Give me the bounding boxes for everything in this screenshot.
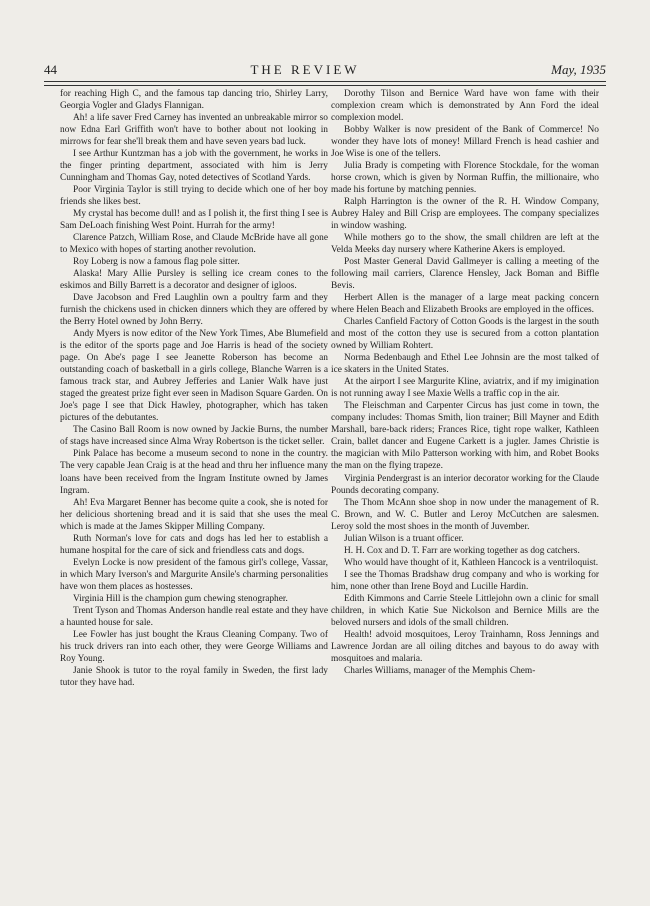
paragraph: Roy Loberg is now a famous flag pole sitter. — [73, 257, 240, 268]
paragraph: At the airport I see Margurite Kline, aviatrix, and if my imigination is not running away I see Maxie Wells a traffic cop in the air. — [331, 377, 599, 400]
paragraph: Julia Brady is competing with Florence Stockdale, for the woman horse crown, which is given by Norman Ruffin, the millionaire, who made his fortune by matching pennies. — [331, 161, 599, 196]
paragraph: I see the Thomas Bradshaw drug company and who is working for him, none other than Irene Boyd and Lucille Hardin. — [331, 569, 599, 592]
page-number: 44 — [44, 62, 57, 77]
paragraph: The Fleischman and Carpenter Circus has just come in town, the company includes: Thomas Smith, lion trainer; Bill Mayner and Edith Marshall, bare-back riders; Frances Rice, tight rope walker, Kathleen Crain, ballet dancer and Eugene Carkett is a jugler. James Christie is the magician with Milo Patterson working with him, and Robet Books the man on the flying trapeze. — [331, 401, 599, 472]
paragraph: The Casino Ball Room is now owned by Jackie Burns, the number of stags have increased since Alma Wray Robertson is the ticket seller. — [60, 425, 328, 448]
paragraph: Trent Tyson and Thomas Anderson handle real estate and they have a haunted house for sale. — [60, 605, 328, 628]
header-rule — [44, 81, 606, 86]
paragraph: I see Arthur Kuntzman has a job with the government, he works in the finger printing department, associated with him is Jerry Cunningham and Thomas Gay, noted detectives of Scotland Yards. — [60, 149, 328, 184]
paragraph: H. H. Cox and D. T. Farr are working together as dog catchers. — [344, 545, 580, 556]
paragraph: Pink Palace has become a museum second to none in the country. The very capable Jean Craig is at the head and thru her influence many loans have been received from the Ingram Institute owned by James Ingram. — [60, 449, 328, 496]
paragraph: Herbert Allen is the manager of a large meat packing concern where Helen Beach and Elizabeth Brooks are employed in the offices. — [331, 293, 599, 316]
paragraph: Charles Canfield Factory of Cotton Goods is the largest in the south and most of the cotton they use is secured from a cotton plantation owned by William Rohtert. — [331, 317, 599, 352]
page-header — [44, 60, 606, 78]
paragraph: Julian Wilson is a truant officer. — [344, 533, 464, 544]
paragraph: Ralph Harrington is the owner of the R. H. Window Company, Aubrey Haley and Bill Crisp are employees. The company specializes in window washing. — [331, 197, 599, 232]
paragraph: Charles Williams, manager of the Memphis Chem- — [344, 665, 536, 676]
magazine-title: THE REVIEW — [250, 62, 360, 77]
right-column — [331, 88, 599, 677]
paragraph: Health! advoid mosquitoes, Leroy Trainhamn, Ross Jennings and Lawrence Jordan are all oiling ditches and bayous to do away with mosquitoes and malaria. — [331, 629, 599, 664]
paragraph: While mothers go to the show, the small children are left at the Velda Meeks day nursery where Katherine Akers is employed. — [331, 233, 599, 256]
paragraph: My crystal has become dull! and as I polish it, the first thing I see is Sam DeLoach finishing West Point. Hurrah for the army! — [60, 209, 328, 232]
paragraph: The Thom McAnn shoe shop in now under the management of R. C. Brown, and W. C. Butler and Leroy McCutchen are salesmen. Leroy sold the most shoes in the month of Juvember. — [331, 497, 599, 532]
paragraph: Post Master General David Gallmeyer is calling a meeting of the following mail carriers, Clarence Hensley, Jack Boman and Biffle Bevis. — [331, 257, 599, 292]
paragraph: for reaching High C, and the famous tap dancing trio, Shirley Larry, Georgia Vogler and Gladys Flannigan. — [60, 89, 328, 112]
paragraph: Ah! Eva Margaret Benner has become quite a cook, she is noted for her delicious shortening bread and it is said that she uses the meal which is made at the James Skipper Milling Company. — [60, 497, 328, 532]
paragraph: Poor Virginia Taylor is still trying to decide which one of her boy friends she likes best. — [60, 185, 328, 208]
paragraph: Virginia Pendergrast is an interior decorator working for the Claude Pounds decorating company. — [331, 473, 599, 496]
paragraph: Janie Shook is tutor to the royal family in Sweden, the first lady tutor they have had. — [60, 665, 328, 688]
paragraph: Ruth Norman's love for cats and dogs has led her to establish a humane hospital for the care of sick and friendless cats and dogs. — [60, 533, 328, 556]
paragraph: Evelyn Locke is now president of the famous girl's college, Vassar, in which Mary Iverson's and Margurite Ansile's charming personalities have won them places as hostesses. — [60, 557, 328, 592]
issue-date: May, 1935 — [551, 62, 606, 77]
paragraph: Edith Kimmons and Carrie Steele Littlejohn own a clinic for small children, in which Katie Sue Nickolson and Bernice Mills are the beloved nursers and idols of the small children. — [331, 593, 599, 628]
paragraph: Andy Myers is now editor of the New York Times, Abe Blumefield is the editor of the sports page and Joe Harris is head of the society page. On Abe's page I see Jeanette Roberson has become an outstanding coach of basketball in a girls college, Blanche Warren is a famous track star, and Aubrey Jefferies and Lanier Walk have just staged the greatest prize fight ever seen in Madison Square Garden. On Joe's page I see that Dick Hawley, photographer, which has taken pictures of the debutantes. — [60, 329, 328, 424]
paragraph: Who would have thought of it, Kathleen Hancock is a ventriloquist. — [344, 557, 599, 568]
paragraph: Virginia Hill is the champion gum chewing stenographer. — [73, 593, 288, 604]
paragraph: Alaska! Mary Allie Pursley is selling ice cream cones to the eskimos and Billy Barrett is a decorator and designer of igloos. — [60, 269, 328, 292]
paragraph: Ah! a life saver Fred Carney has invented an unbreakable mirror so now Edna Earl Griffith won't have to bother about not looking in mirrows for fear she'll break them and have seven years bad luck. — [60, 113, 328, 148]
paragraph: Clarence Patzch, William Rose, and Claude McBride have all gone to Mexico with hopes of starting another revolution. — [60, 233, 328, 256]
paragraph: Lee Fowler has just bought the Kraus Cleaning Company. Two of his truck drivers ran into each other, they were George Williams and Roy Young. — [60, 629, 328, 664]
paragraph: Bobby Walker is now president of the Bank of Commerce! No wonder they have lots of money! Millard French is head cashier and Joe Wise is one of the tellers. — [331, 125, 599, 160]
paragraph: Dorothy Tilson and Bernice Ward have won fame with their complexion cream which is demonstrated by Ann Ford the ideal complexion model. — [331, 89, 599, 124]
paragraph: Norma Bedenbaugh and Ethel Lee Johnsin are the most talked of ice skaters in the United States. — [331, 353, 599, 376]
paragraph: Dave Jacobson and Fred Laughlin own a poultry farm and they furnish the chickens used in chicken dinners which they are offered by the Berry Hotel owned by John Berry. — [60, 293, 328, 328]
left-column — [60, 88, 328, 689]
